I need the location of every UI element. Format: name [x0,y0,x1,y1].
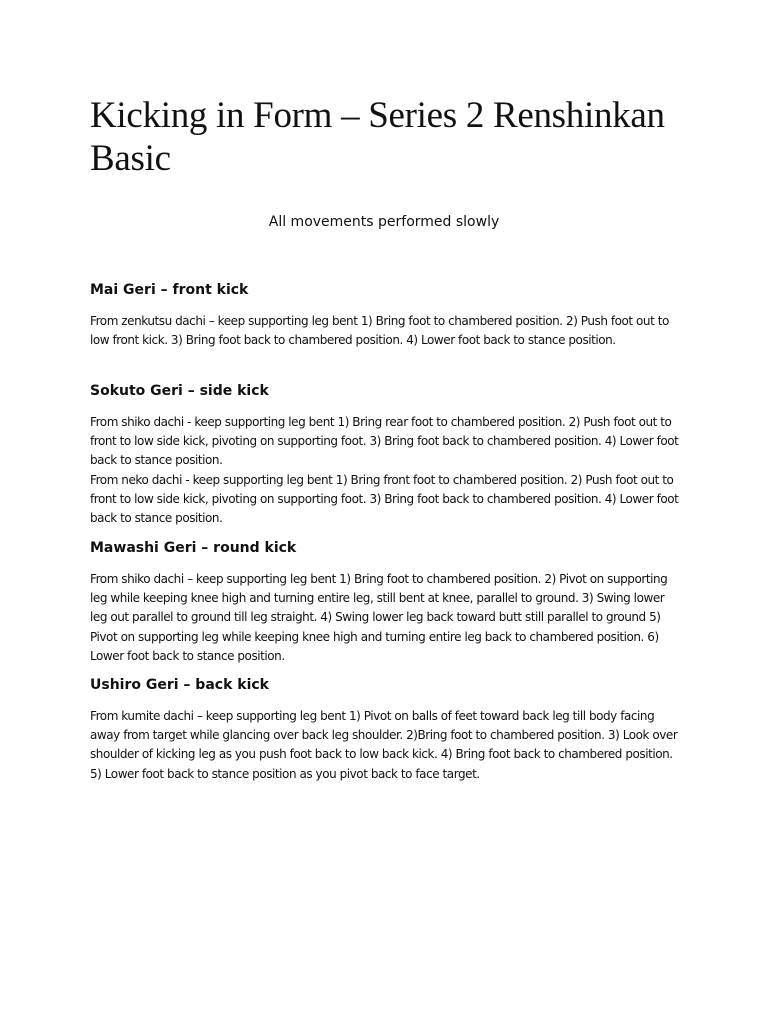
section-heading: Mai Geri – front kick [90,282,249,298]
page-title: Kicking in Form – Series 2 Renshinkan Basic [90,95,665,179]
section-paragraph: From shiko dachi - keep supporting leg bent 1) Bring rear foot to chambered position. 2) Push foot out to front to low side kick, pivoting on supporting foot. 3) Bring foot back to chambered position. 4) Lower foot back to stance position. [90,415,679,468]
section-heading: Sokuto Geri – side kick [90,383,269,399]
page-subtitle: All movements performed slowly [268,214,500,230]
section-mawashi-geri [90,538,680,666]
section-mai-geri [90,280,680,350]
section-paragraph: From neko dachi - keep supporting leg bent 1) Bring front foot to chambered position. 2) Push foot out to front to low side kick, pivoting on supporting foot. 3) Bring foot back to chambered position. 4) Lower foot back to stance position. [90,472,679,526]
section-paragraph: From shiko dachi – keep supporting leg bent 1) Bring foot to chambered position. 2) Pivot on supporting leg while keeping knee high and turning entire leg, still bent at knee, parallel to ground. 3) Swing lower leg out parallel to ground till leg straight. 4) Swing lower leg back toward butt still parallel to ground 5) Pivot on supporting leg while keeping knee high and turning entire leg back to chambered position. 6) Lower foot back to stance position. [90,572,668,663]
section-heading: Mawashi Geri – round kick [90,540,297,556]
section-paragraph: From zenkutsu dachi – keep supporting leg bent 1) Bring foot to chambered position. 2) Push foot out to low front kick. 3) Bring foot back to chambered position. 4) Lower foot back to stance position. [90,314,669,348]
section-ushiro-geri [90,675,680,784]
section-paragraph: From kumite dachi – keep supporting leg bent 1) Pivot on balls of feet toward back leg till body facing away from target while glancing over back leg shoulder. 2)Bring foot to chambered position. 3) Look over shoulder of kicking leg as you push foot back to low back kick. 4) Bring foot back to chambered position. 5) Lower foot back to stance position as you pivot back to face target. [90,709,678,781]
section-heading: Ushiro Geri – back kick [90,677,269,693]
section-sokuto-geri [90,381,680,528]
